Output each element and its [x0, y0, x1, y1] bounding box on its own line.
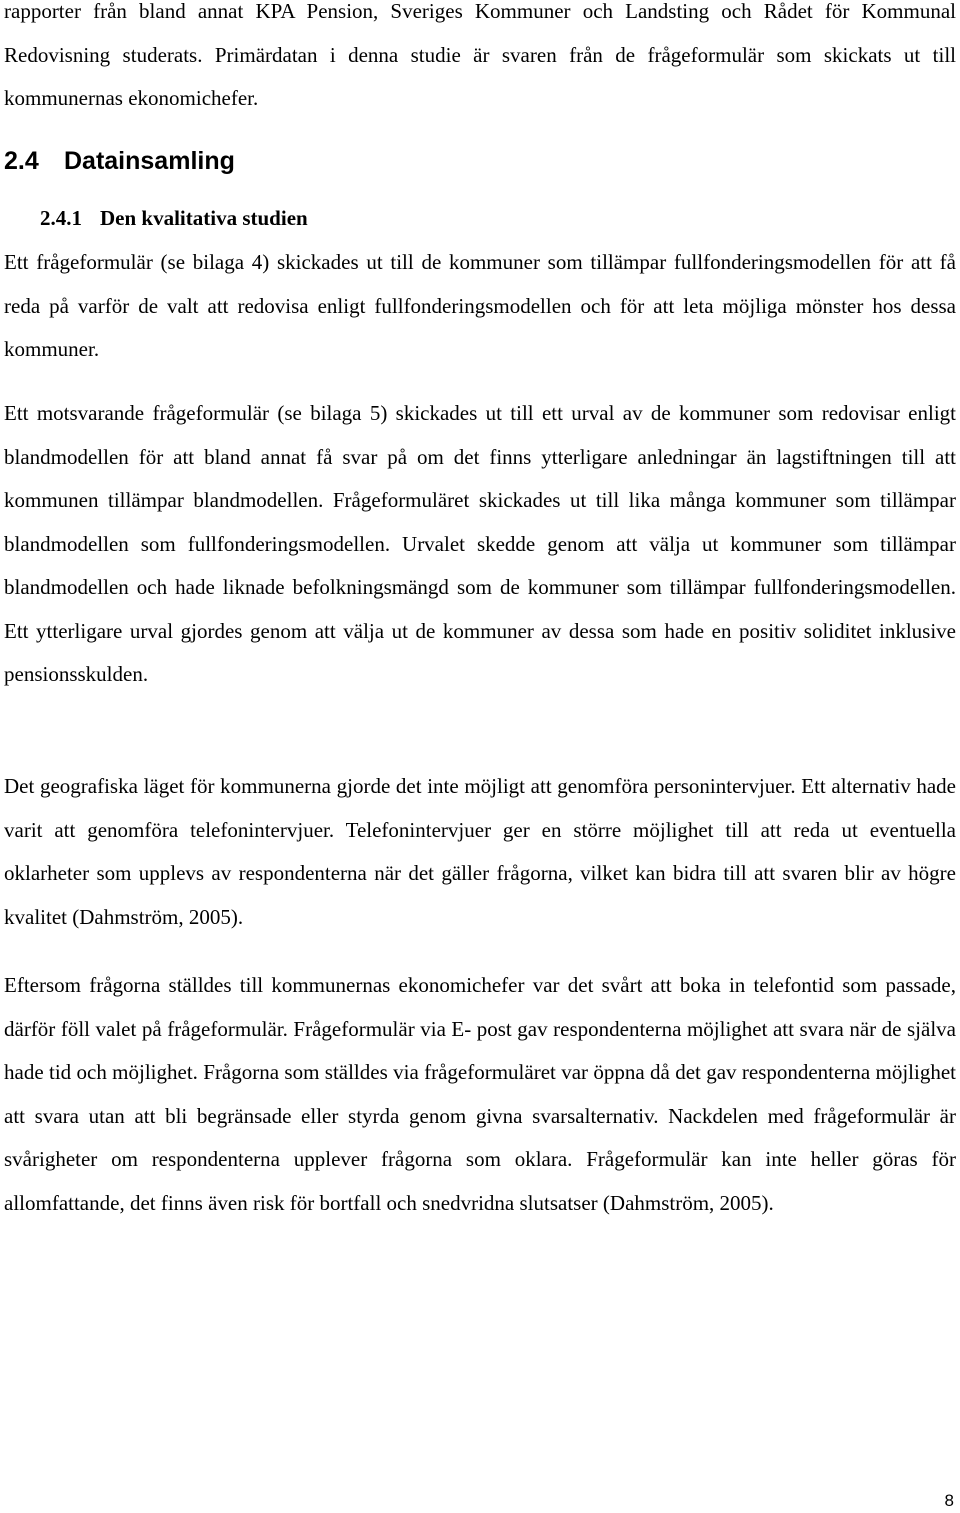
paragraph-1: Ett frågeformulär (se bilaga 4) skickades ut till de kommuner som tillämpar fullfonderingsmodellen för att få reda på varför de valt att redovisa enligt fullfonderingsmodellen och för att leta möjliga mönster hos dessa kommuner. — [4, 250, 956, 361]
subsection-heading — [40, 205, 308, 231]
paragraph-3: Det geografiska läget för kommunerna gjorde det inte möjligt att genomföra personintervjuer. Ett alternativ hade varit att genomföra telefonintervjuer. Telefonintervjuer ger en större möjlighet till att reda ut eventuella oklarheter som upplevs av respondenterna när det gäller frågorna, vilket kan bidra till att svaren blir av högre kvalitet (Dahmström, 2005). — [4, 774, 956, 929]
intro-paragraph: rapporter från bland annat KPA Pension, Sveriges Kommuner och Landsting och Rådet för Kommunal Redovisning studerats. Primärdatan i denna studie är svaren från de frågeformulär som skickats ut till kommunernas ekonomichefer. — [4, 0, 956, 110]
subsection-number: 2.4.1 — [40, 206, 82, 230]
section-heading — [4, 146, 235, 176]
section-title: Datainsamling — [64, 147, 235, 175]
section-number: 2.4 — [4, 147, 39, 175]
page-number: 8 — [944, 1491, 954, 1510]
paragraph-4: Eftersom frågorna ställdes till kommunernas ekonomichefer var det svårt att boka in telefontid som passade, därför föll valet på frågeformulär. Frågeformulär via E- post gav respondenterna möjlighet att svara när de själva hade tid och möjlighet. Frågorna som ställdes via frågeformuläret var öppna då det gav respondenterna möjlighet att svara utan att bli begränsade eller styrda genom givna svarsalternativ. Nackdelen med frågeformulär är svårigheter om respondenterna upplever frågorna som oklara. Frågeformulär kan inte heller göras för allomfattande, det finns även risk för bortfall och snedvridna slutsatser (Dahmström, 2005). — [4, 973, 956, 1215]
subsection-title: Den kvalitativa studien — [100, 206, 308, 230]
paragraph-2: Ett motsvarande frågeformulär (se bilaga 5) skickades ut till ett urval av de kommuner som redovisar enligt blandmodellen för att bland annat få svar på om det finns ytterligare anledningar än lagstiftningen till att kommunen tillämpar blandmodellen. Frågeformuläret skickades ut till lika många kommuner som tillämpar blandmodellen som fullfonderingsmodellen. Urvalet skedde genom att välja ut kommuner som tillämpar blandmodellen och hade liknade befolkningsmängd som de kommuner som tillämpar fullfonderingsmodellen. Ett ytterligare urval gjordes genom att välja ut de kommuner av dessa som hade en positiv soliditet inklusive pensionsskulden. — [4, 401, 956, 686]
